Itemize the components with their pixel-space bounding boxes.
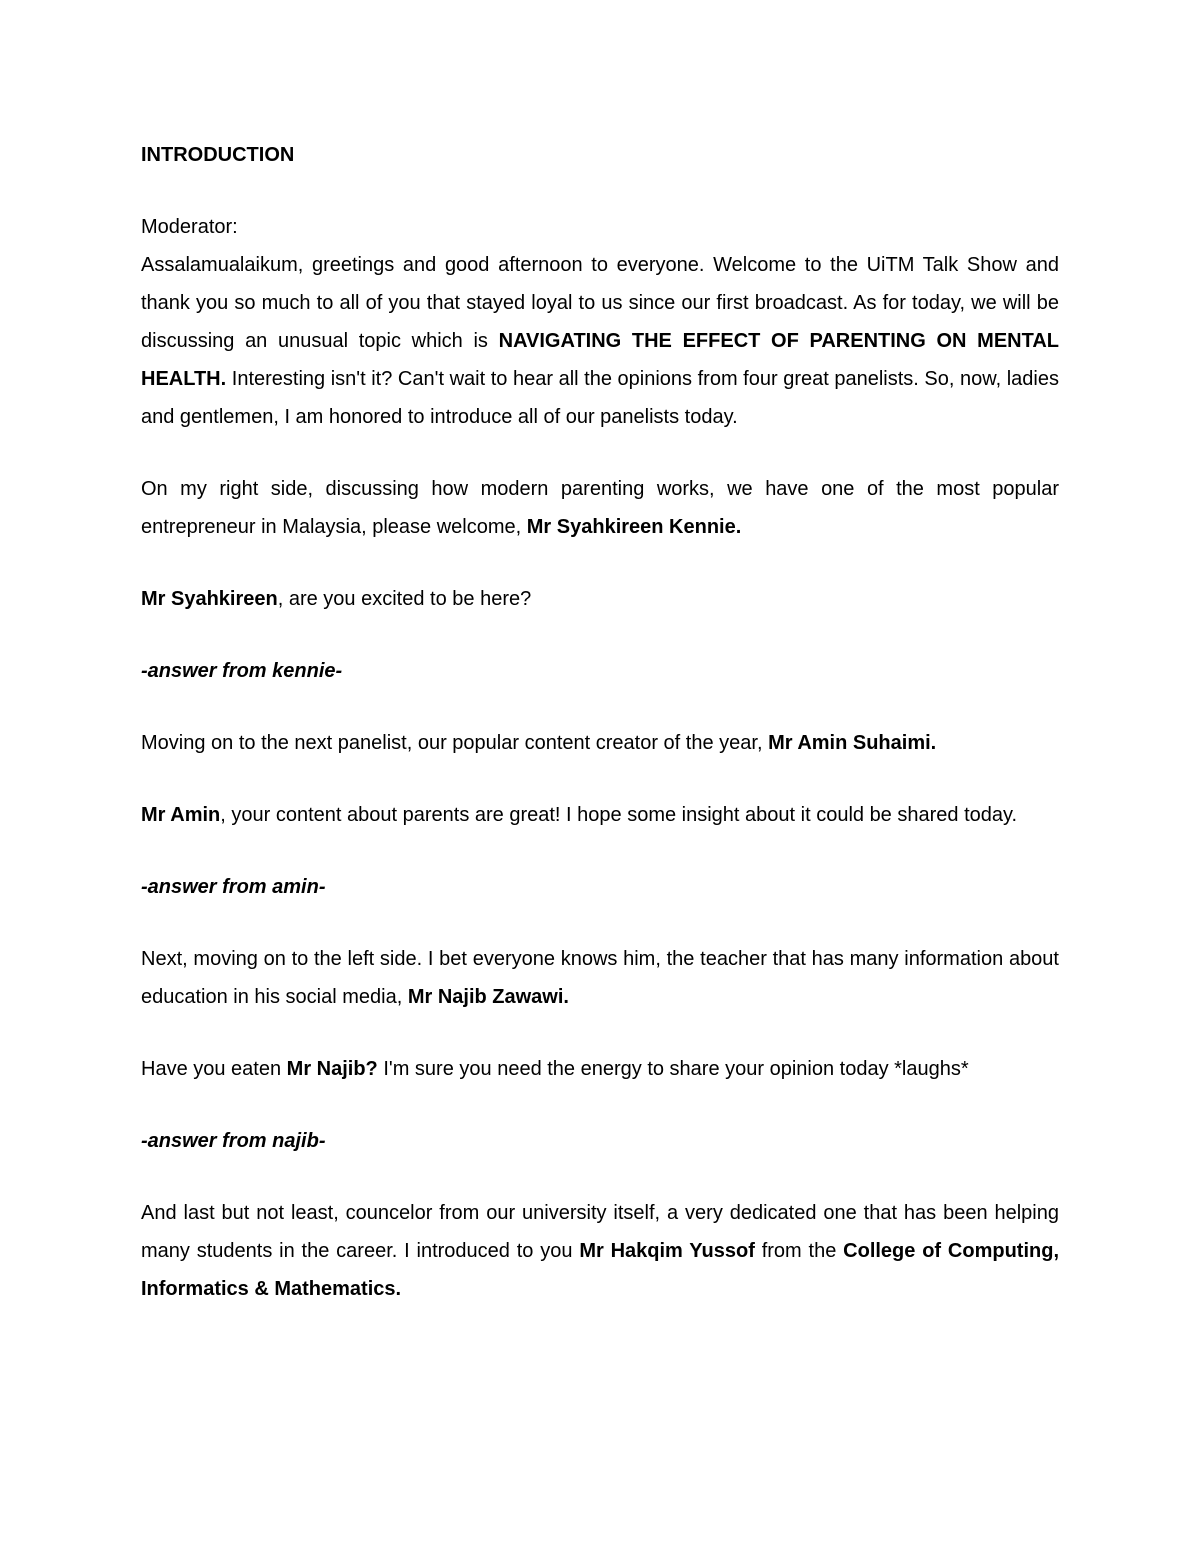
text-run: , are you excited to be here?: [277, 588, 532, 610]
spacer: [141, 762, 1059, 796]
paragraph-welcome: [141, 246, 1059, 436]
panelist-name: Mr Hakqim Yussof: [579, 1240, 755, 1262]
spacer: [141, 834, 1059, 868]
panelist-name: Mr Syahkireen Kennie.: [526, 516, 742, 538]
paragraph-panelist-3: [141, 940, 1059, 1016]
text-run: , your content about parents are great! I hope some insight about it could be shared today.: [220, 804, 1018, 826]
section-heading: INTRODUCTION: [141, 144, 295, 166]
answer-note-3: -answer from najib-: [141, 1130, 326, 1152]
paragraph-question-3: [141, 1050, 1059, 1088]
paragraph-panelist-4: [141, 1194, 1059, 1308]
college-name: College of Computing, Informatics & Mathematics.: [141, 1240, 1059, 1300]
paragraph-panelist-2: [141, 724, 1059, 762]
panelist-name: Mr Najib Zawawi.: [407, 986, 569, 1008]
spacer: [141, 436, 1059, 470]
spacer: [141, 690, 1059, 724]
spacer: [141, 906, 1059, 940]
spacer: [141, 1160, 1059, 1194]
document-page: [141, 136, 1059, 1308]
text-run: Interesting isn't it? Can't wait to hear all the opinions from four great panelists. So, now, ladies and gentlemen, I am honored to introduce all of our panelists today.: [141, 368, 1059, 428]
text-run: I'm sure you need the energy to share your opinion today *laughs*: [377, 1058, 969, 1080]
paragraph-panelist-1: [141, 470, 1059, 546]
paragraph-question-1: [141, 580, 1059, 618]
text-run: from the: [754, 1240, 844, 1262]
text-run: Moving on to the next panelist, our popular content creator of the year,: [141, 732, 769, 754]
panelist-name: Mr Najib?: [286, 1058, 378, 1080]
spacer: [141, 1088, 1059, 1122]
text-run: Next, moving on to the left side. I bet everyone knows him, the teacher that has many information about education in his social media,: [141, 948, 1059, 1008]
answer-note-1: -answer from kennie-: [141, 660, 343, 682]
panelist-name: Mr Syahkireen: [141, 588, 278, 610]
paragraph-question-2: [141, 796, 1059, 834]
text-run: Assalamualaikum, greetings and good afternoon to everyone. Welcome to the UiTM Talk Show and thank you so much to all of you that stayed loyal to us since our first broadcast. As for today, we will be discussing an unusual topic which is: [141, 254, 1059, 352]
moderator-label: Moderator:: [141, 216, 238, 238]
topic-title: NAVIGATING THE EFFECT OF PARENTING ON MENTAL HEALTH.: [141, 330, 1060, 390]
panelist-name: Mr Amin Suhaimi.: [768, 732, 937, 754]
spacer: [141, 546, 1059, 580]
spacer: [141, 1016, 1059, 1050]
spacer: [141, 174, 1059, 208]
text-run: And last but not least, councelor from our university itself, a very dedicated one that has been helping many students in the career. I introduced to you: [141, 1202, 1059, 1262]
spacer: [141, 618, 1059, 652]
text-run: On my right side, discussing how modern parenting works, we have one of the most popular entrepreneur in Malaysia, please welcome,: [141, 478, 1059, 538]
panelist-name: Mr Amin: [141, 804, 221, 826]
text-run: Have you eaten: [141, 1058, 287, 1080]
answer-note-2: -answer from amin-: [141, 876, 326, 898]
